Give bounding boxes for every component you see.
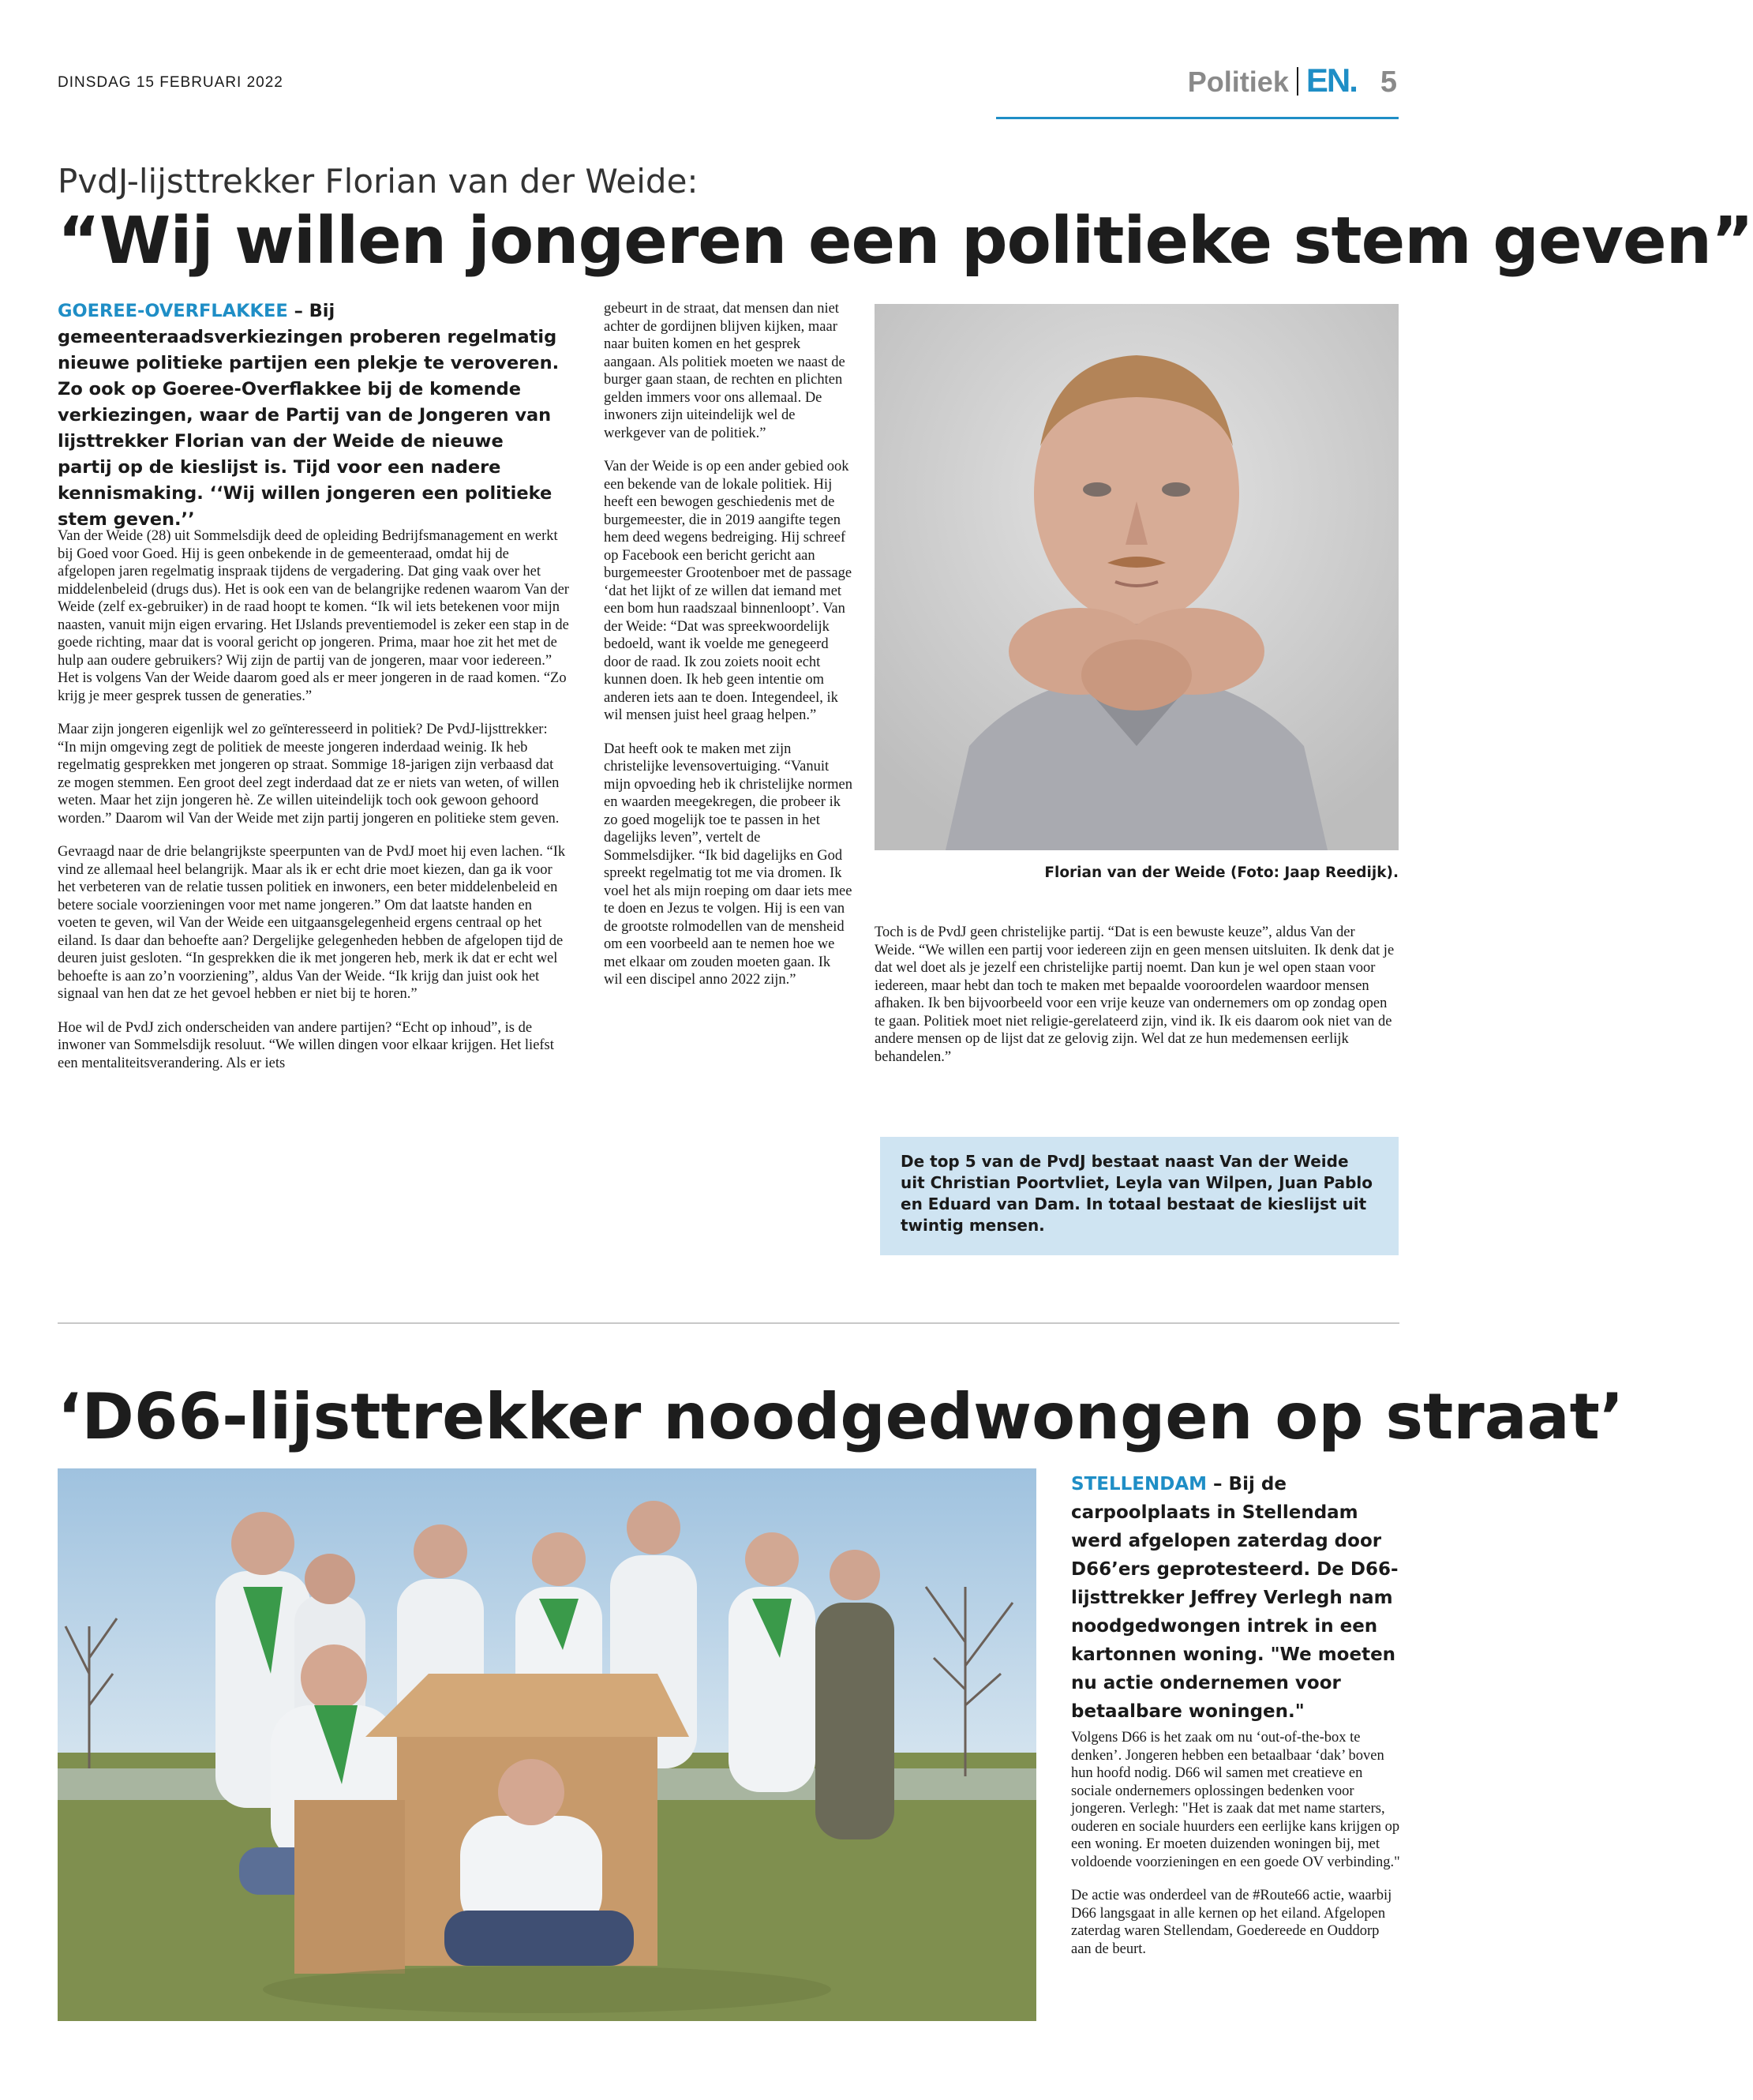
info-box — [880, 1137, 1399, 1255]
section-header — [1121, 62, 1397, 99]
article2-lead — [1071, 1470, 1399, 1726]
portrait-caption: Florian van der Weide (Foto: Jaap Reedijk). — [1044, 864, 1399, 881]
header-rule — [996, 117, 1399, 119]
article-divider — [58, 1322, 1399, 1324]
article1-column-2 — [604, 300, 852, 1005]
group-photo-illustration — [58, 1468, 1036, 2021]
portrait-illustration — [875, 304, 1399, 850]
portrait-photo — [875, 304, 1399, 850]
section-separator — [1297, 67, 1298, 96]
article1-location: GOEREE-OVERFLAKKEE — [58, 301, 288, 321]
article2-paragraph: Volgens D66 is het zaak om nu ‘out-of-the-box te denken’. Jongeren hebben een betaalbaar ‘dak’ boven hun hoofd nodig. D66 wil samen met creatieve en sociale ondernemers oplossingen bedenken voor jongeren. Verlegh: "Het is zaak dat met name starters, ouderen en sociale huurders een eerlijke kans krijgen op een woning. Er moeten duizenden woningen bij, met voldoende voorzieningen en een goede OV verbinding." — [1071, 1730, 1400, 1870]
article1-lead-text: – Bij gemeenteraadsverkiezingen proberen regelmatig nieuwe politieke partijen een plekje te veroveren. Zo ook op Goeree-Overflakkee bij de komende verkiezingen, waar de Partij van de Jongeren van lijsttrekker Florian van der Weide de nieuwe partij op de kieslijst is. Tijd voor een nadere kennismaking. ‘‘Wij willen jongeren een politieke stem geven.’’ — [58, 301, 560, 530]
article2-lead-text: – Bij de carpoolplaats in Stellendam werd afgelopen zaterdag door D66’ers geprotesteerd. De D66-lijsttrekker Jeffrey Verlegh nam noodgedwongen intrek in een kartonnen woning. "We moeten nu actie ondernemen voor betaalbare woningen." — [1071, 1474, 1399, 1722]
article1-paragraph: Gevraagd naar de drie belangrijkste speerpunten van de PvdJ moet hij even lachen. “Ik vind ze allemaal heel belangrijk. Maar als ik er echt drie moet kiezen, dan ga ik voor het verbeteren van de relatie tussen politiek en inwoners, een beter middelenbeleid en betere sociale voorzieningen voor met name jongeren.” Om dat laatste handen en voeten te geven, wil Van der Weide een uitgaansgelegenheid ergens centraal op het eiland. Is daar dan behoefte aan? Dergelijke gelegenheden hebben de afgelopen tijd de deuren juist gesloten. “In gesprekken die ik met jongeren heb, merk ik dat er echt wel behoefte is aan zo’n voorziening”, aldus Van der Weide. “Ik krijg dan juist ook het signaal van hen dat ze het gevoel hebben er niet bij te horen.” — [58, 844, 566, 1002]
article1-column-3 — [875, 924, 1399, 1082]
article1-paragraph: Dat heeft ook te maken met zijn christelijke levensovertuiging. “Vanuit mijn opvoeding heb ik christelijke normen en waarden meegekregen, die probeer ik zo goed mogelijk toe te passen in het dagelijks leven”, vertelt de Sommelsdijker. “Ik bid dagelijks en God spreekt regelmatig tot me via dromen. Ik voel het als mijn roeping om daar iets mee te doen en Jezus te volgen. Hij is een van de grootste rolmodellen van de mensheid om een voorbeeld aan te nemen hoe we met elkaar om zouden moeten gaan. Ik wil een discipel anno 2022 zijn.” — [604, 741, 852, 988]
article2-location: STELLENDAM — [1071, 1474, 1208, 1494]
article1-lead — [58, 298, 563, 533]
section-label: Politiek — [1187, 66, 1289, 98]
page-number: 5 — [1380, 66, 1397, 99]
info-box-text: De top 5 van de PvdJ bestaat naast Van der Weide uit Christian Poortvliet, Leyla van Wilpen, Juan Pablo en Eduard van Dam. In totaal bestaat de kieslijst uit twintig mensen. — [901, 1152, 1373, 1235]
article1-column-1 — [58, 527, 569, 1088]
group-photo — [58, 1468, 1036, 2021]
article1-headline: “Wij willen jongeren een politieke stem geven” — [58, 204, 1753, 279]
newspaper-logo: EN. — [1305, 62, 1357, 99]
article2-headline: ‘D66-lijsttrekker noodgedwongen op straat’ — [58, 1380, 1624, 1453]
article1-paragraph: Maar zijn jongeren eigenlijk wel zo geïnteresseerd in politiek? De PvdJ-lijsttrekker: “In mijn omgeving zegt de politiek de meeste jongeren inderdaad weinig. Ik heb regelmatig gesprekken met jongeren op straat. Sommige 18-jarigen zijn verbaasd dat ze mogen stemmen. Een groot deel zegt inderdaad dat ze er niets van weten, of willen weten. Maar het zijn jongeren hè. Ze willen uiteindelijk toch ook gewoon gehoord worden.” Daarom wil Van der Weide met zijn partij jongeren en politieke stem geven. — [58, 722, 560, 827]
article1-paragraph: Van der Weide is op een ander gebied ook een bekende van de lokale politiek. Hij heeft een bewogen geschiedenis met de burgemeester, die in 2019 aangifte tegen hem deed wegens bedreiging. Hij schreef op Facebook een bericht gericht aan burgemeester Grootenboer met de passage ‘dat het lijkt of ze willen dat iemand met een bom hun raadszaal binnenloopt’. Van der Weide: “Dat was spreekwoordelijk bedoeld, want ik voelde me genegeerd door de raad. Ik zou zoiets nooit echt kunnen doen. Ik heb geen intentie om anderen iets aan te doen. Integendeel, ik wil mensen juist heel graag helpen.” — [604, 459, 852, 723]
article1-paragraph: Hoe wil de PvdJ zich onderscheiden van andere partijen? “Echt op inhoud”, is de inwoner van Sommelsdijk resoluut. “We willen dingen voor elkaar krijgen. Het liefst een mentaliteitsverandering. Als er iets — [58, 1019, 554, 1071]
article2-body — [1071, 1729, 1401, 1974]
issue-date: DINSDAG 15 FEBRUARI 2022 — [58, 74, 283, 91]
article1-paragraph: Toch is de PvdJ geen christelijke partij. “Dat is een bewuste keuze”, aldus Van der Weide. “We willen een partij voor iedereen zijn en geen mensen uitsluiten. Ik denk dat je dat wel doet als je jezelf een christelijke partij noemt. Dan kun je wel open staan voor iedereen, maar hebt dan toch te maken met bepaalde vooroordelen waardoor mensen afhaken. Ik ben bijvoorbeeld voor een vrije keuze van ondernemers om op zondag open te gaan. Politiek moet niet religie-gerelateerd zijn, vind ik. Ik eis daarom ook niet van de andere mensen op de lijst dat ze gelovig zijn. Wel dat ze hun medemensen eerlijk behandelen.” — [875, 924, 1395, 1065]
article1-paragraph: gebeurt in de straat, dat mensen dan niet achter de gordijnen blijven kijken, maar naar buiten komen en het gesprek aangaan. Als politiek moeten we naast de burger gaan staan, de rechten en plichten gelden immers voor ons allemaal. De inwoners zijn uiteindelijk wel de werkgever van de politiek.” — [604, 301, 845, 441]
article1-kicker: PvdJ-lijsttrekker Florian van der Weide: — [58, 162, 699, 201]
article2-paragraph: De actie was onderdeel van de #Route66 actie, waarbij D66 langsgaat in alle kernen op het eiland. Afgelopen zaterdag waren Stellendam, Goedereede en Ouddorp aan de beurt. — [1071, 1888, 1392, 1957]
article1-paragraph: Van der Weide (28) uit Sommelsdijk deed de opleiding Bedrijfsmanagement en werkt bij Goed voor Goed. Hij is geen onbekende in de gemeenteraad, omdat hij de afgelopen jaren regelmatig inspraak tijdens de vergadering. Dat ging vaak over het middelenbeleid (drugs dus). Het is ook een van de belangrijke redenen waarom Van der Weide (zelf ex-gebruiker) in de raad hoopt te komen. “Ik wil iets betekenen voor mijn naasten, vanuit mijn eigen ervaring. Het IJslands preventiemodel is zeker een stap in de goede richting, maar dat is vooral gericht op jongeren. Prima, maar hoe zit het met de hulp aan oudere gebruikers? Wij zijn de partij van de jongeren, maar voor iedereen.” Het is volgens Van der Weide daarom goed als er meer jongeren in de raad komen. “Zo krijg je meer gesprek tussen de generaties.” — [58, 528, 569, 704]
